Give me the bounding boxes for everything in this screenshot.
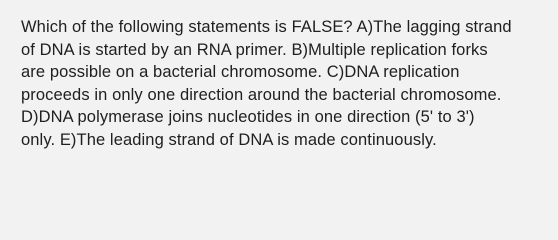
- question-line: D)DNA polymerase joins nucleotides in one direction (5' to 3'): [21, 108, 475, 126]
- question-text: [21, 16, 541, 151]
- question-line: of DNA is started by an RNA primer. B)Multiple replication forks: [21, 40, 488, 59]
- question-line: Which of the following statements is FALSE? A)The lagging strand: [21, 18, 512, 36]
- question-line: only. E)The leading strand of DNA is made continuously.: [21, 130, 437, 149]
- question-line: proceeds in only one direction around the bacterial chromosome.: [21, 85, 502, 104]
- question-line: are possible on a bacterial chromosome. C)DNA replication: [21, 63, 460, 81]
